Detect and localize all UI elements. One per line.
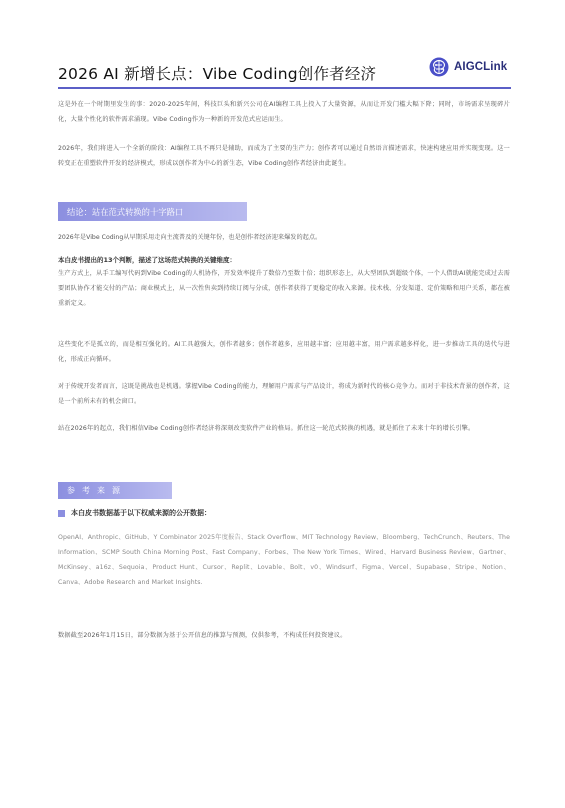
page-title: 2026 AI 新增长点：Vibe Coding创作者经济 bbox=[58, 65, 377, 83]
intro-paragraph-2: 2026年，我们将进入一个全新的阶段：AI编程工具不再只是辅助，而成为了主要的生产力；创作者可以通过自然语言描述需求，快速构建应用并实现变现。这一转变正在重塑软件开发的经济模式，形成以创作者为中心的新生态，Vibe Coding创作者经济由此诞生。 bbox=[58, 145, 510, 167]
references-note: 数据截至2026年1月15日，部分数据为基于公开信息的推算与预测，仅供参考，不构成任何投资建议。 bbox=[58, 632, 347, 639]
brand-logo bbox=[428, 56, 507, 78]
conclusion-paragraph-4: 站在2026年的起点，我们相信Vibe Coding创作者经济将深刻改变软件产业的格局。抓住这一轮范式转换的机遇，就是抓住了未来十年的增长引擎。 bbox=[58, 425, 475, 432]
brand-name: AIGCLink bbox=[454, 61, 508, 73]
conclusion-heading: 结论：站在范式转换的十字路口 bbox=[58, 202, 247, 221]
conclusion-summary: 2026年是Vibe Coding从早期采用走向主流普及的关键年份，也是创作者经济迎来爆发的起点。 bbox=[58, 234, 322, 241]
references-bullet bbox=[58, 508, 211, 518]
conclusion-lead: 本白皮书提出的13个判断，描述了这场范式转换的关键维度： bbox=[58, 256, 237, 264]
square-bullet-icon bbox=[58, 510, 65, 517]
brain-icon bbox=[428, 56, 450, 78]
title-divider bbox=[58, 87, 511, 89]
references-bullet-text: 本白皮书数据基于以下权威来源的公开数据： bbox=[71, 509, 211, 517]
references-heading: 参考来源 bbox=[58, 482, 172, 499]
references-sources: OpenAI、Anthropic、GitHub、Y Combinator 2025年度报告、Stack Overflow、MIT Technology Review、Bloomberg、TechCrunch、Reuters、The Information、SCMP South China Morning Post、Fast Company、Forbes、The New York Times、Wired、Harvard Business Review、Gartner、McKinsey、a16z、Sequoia、Product Hunt、Cursor、Replit、Lovable、Bolt、v0、Windsurf、Figma、Vercel、Supabase、Stripe、Notion、Canva、Adobe Research and Market Insights. bbox=[58, 534, 510, 586]
intro-paragraph-1: 这是外在一个时期里发生的事：2020-2025年间，科技巨头和新兴公司在AI编程工具上投入了大量资源，从而让开发门槛大幅下降；同时，市场需求呈现碎片化，大量个性化的软件需求涌现。Vibe Coding作为一种新的开发范式应运而生。 bbox=[58, 101, 510, 123]
conclusion-paragraph-1: 生产方式上，从手工编写代码到Vibe Coding的人机协作，开发效率提升了数倍乃至数十倍；组织形态上，从大型团队到超级个体，一个人借助AI就能完成过去需要团队协作才能交付的产品；商业模式上，从一次性售卖到持续订阅与分成，创作者获得了更稳定的收入来源。技术栈、分发渠道、定价策略和用户关系，都在被重新定义。 bbox=[58, 270, 510, 307]
conclusion-paragraph-3: 对于传统开发者而言，这既是挑战也是机遇。掌握Vibe Coding的能力，理解用户需求与产品设计，将成为新时代的核心竞争力。而对于非技术背景的创作者，这是一个前所未有的机会窗口。 bbox=[58, 383, 510, 405]
conclusion-paragraph-2: 这些变化不是孤立的，而是相互强化的。AI工具越强大，创作者越多；创作者越多，应用越丰富；应用越丰富，用户需求越多样化，进一步推动工具的迭代与进化，形成正向循环。 bbox=[58, 341, 510, 363]
